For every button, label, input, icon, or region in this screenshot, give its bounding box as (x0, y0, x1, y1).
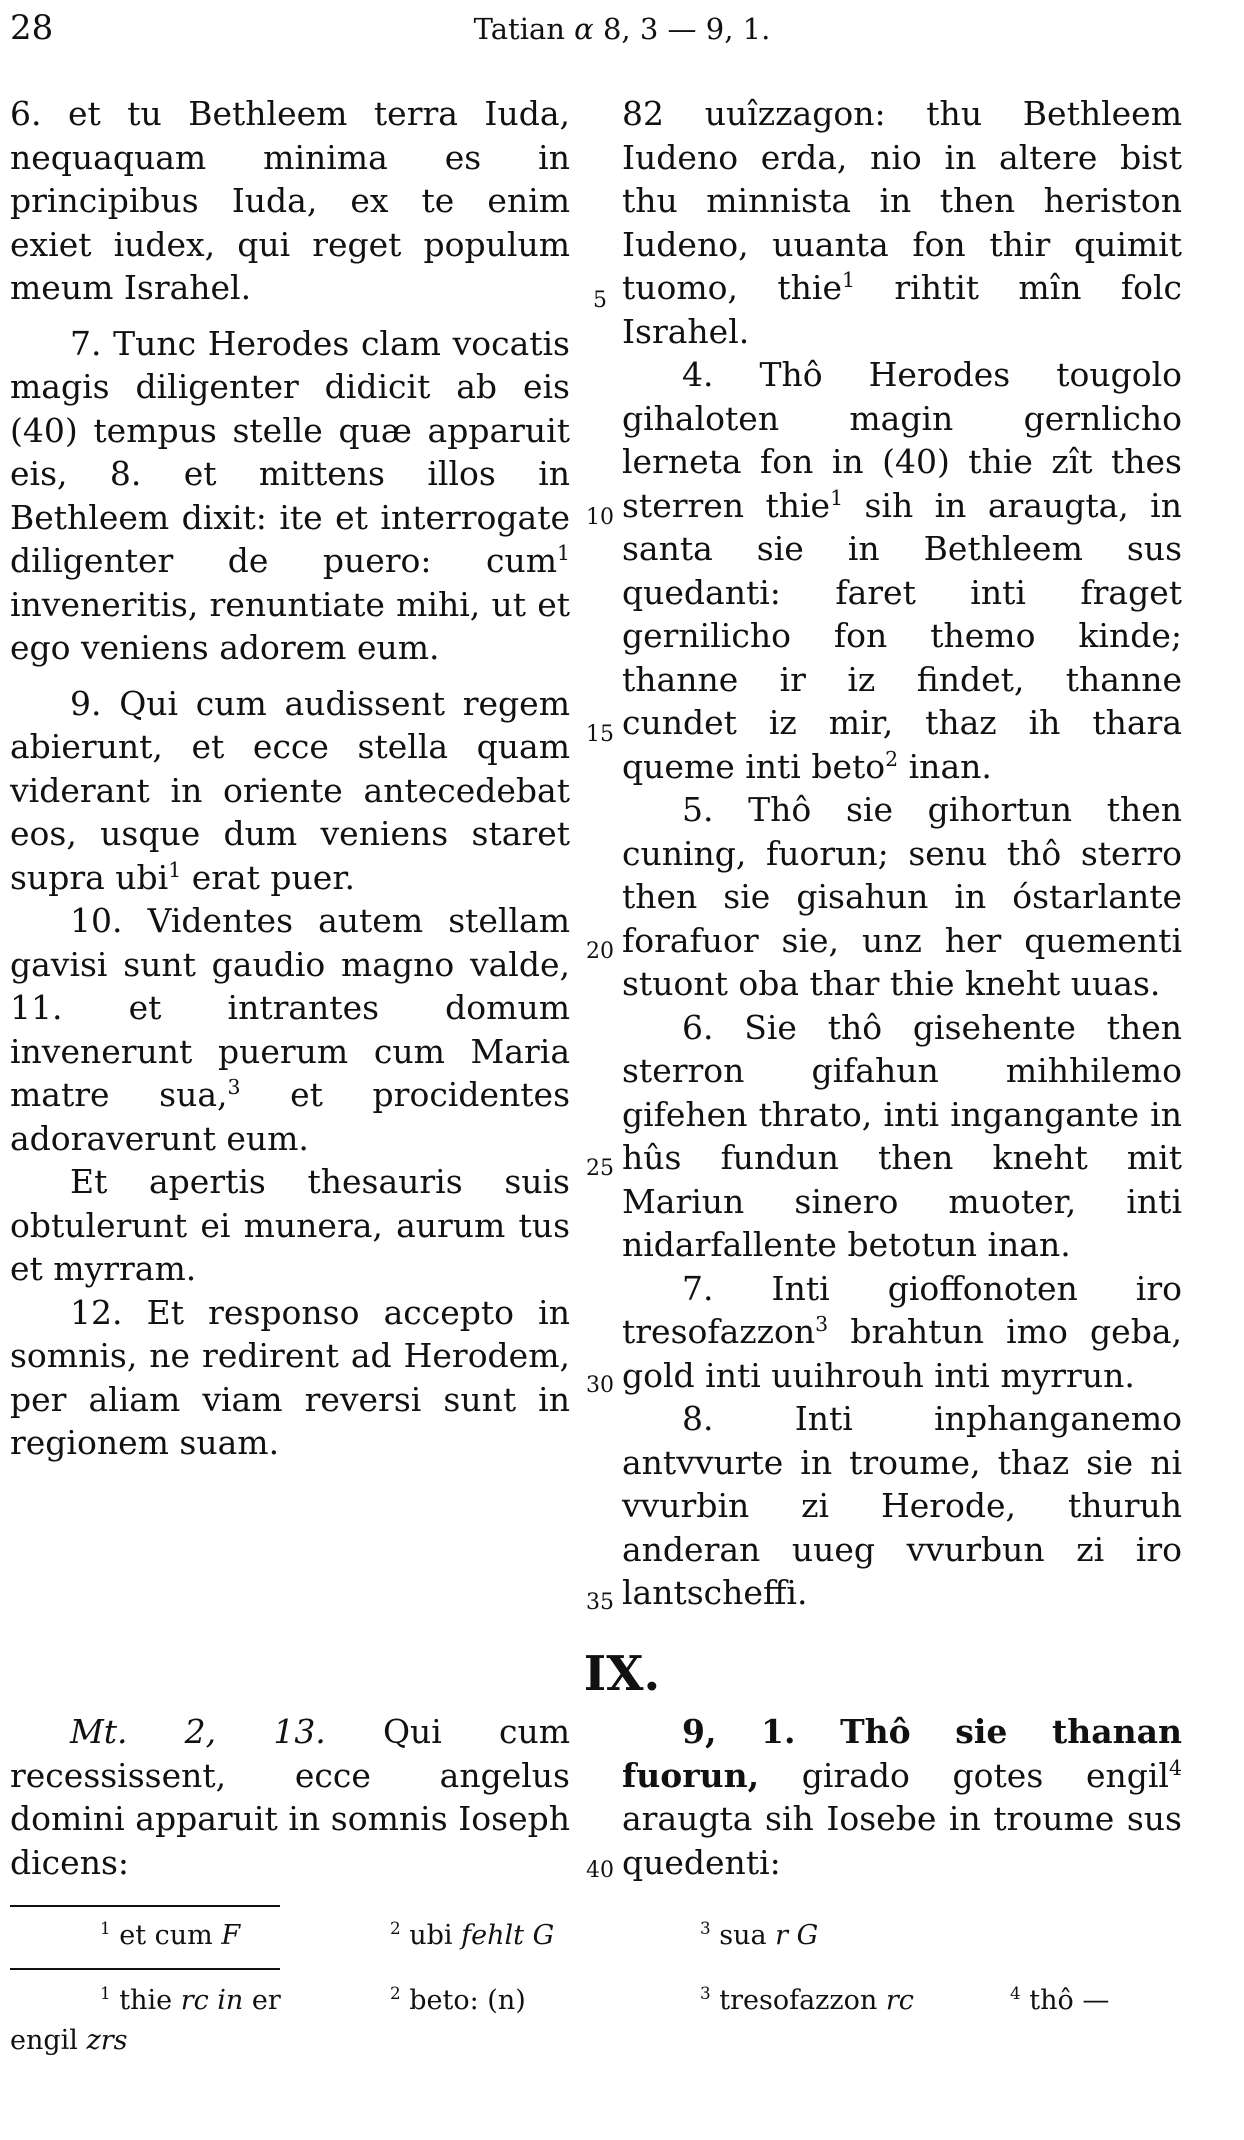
footnote-text: thie (110, 1985, 181, 2016)
running-head-pre: Tatian (473, 12, 575, 46)
latin-verse-11-matre: matre sua, (10, 1075, 228, 1114)
ohg-verse-4-text: 4. Thô Herodes tougolo gihaloten magin gernlicho lerneta fon in (40) thie zît thes sterren thie (622, 355, 1182, 525)
ohg-verse-3-text: 82 uuîzzagon: thu Bethleem Iudeno erda, nio in altere bist thu minnista in then heriston Iudeno, uuanta fon thir quimit tuomo, thie (622, 94, 1182, 307)
footnote-sigil: rc in (180, 1985, 244, 2016)
ohg-verse-4-end: inan. (898, 746, 992, 786)
latin-verse-10-11 (10, 899, 570, 1160)
running-head-post: 8, 3 — 9, 1. (593, 12, 771, 46)
footnote-marker: 3 (227, 1075, 241, 1099)
latin-chapter-9-verse-1 (10, 1710, 570, 1884)
footnote-latin-2 (390, 1920, 554, 1951)
latin-verse-9-text: 9. Qui cum audissent regem abierunt, et ecce stella quam viderant in oriente antecedebat eos, usque dum veniens staret supra ubi (10, 683, 570, 897)
footnote-text: et cum (110, 1920, 222, 1951)
latin-verse-7-8 (10, 322, 570, 670)
footnote-text-after: er (243, 1985, 281, 2016)
line-number-15: 15 (586, 722, 614, 747)
latin-verse-11b: Et apertis thesauris suis obtulerunt ei munera, aurum tus et myrram. (10, 1162, 570, 1288)
footnote-marker: 1 (557, 541, 571, 565)
line-number-40: 40 (586, 1858, 614, 1883)
footnote-sigil: fehlt G (461, 1920, 555, 1951)
ohg-verse-5: 5. Thô sie gihortun then cuning, fuorun; senu thô sterro then sie gisahun in óstarlante forafuor sie, unz her quementi stuont oba thar thie kneht uuas. (622, 790, 1182, 1003)
chapter-heading: IX. (583, 1646, 661, 1702)
ohg-verse-7-end: brahtun imo geba, gold inti uuihrouh inti myrrun. (622, 1312, 1182, 1395)
running-head-alpha: α (574, 12, 594, 46)
footnote-number: 3 (700, 1983, 711, 2003)
footnote-text: beto: (n) (400, 1985, 526, 2016)
footnote-ohg-1 (100, 1985, 281, 2016)
footnote-number: 1 (100, 1918, 111, 1938)
latin-verse-6: 6. et tu Bethleem terra Iuda, nequaquam minima es in principibus Iuda, ex te enim exiet iudex, qui reget populum meum Israhel. (10, 94, 570, 307)
footnote-ohg-2 (390, 1985, 526, 2016)
footnote-ohg-3 (700, 1985, 914, 2016)
ohg-verse-3 (622, 92, 1182, 353)
footnote-marker: 1 (168, 857, 182, 882)
footnote-marker: 4 (1168, 1755, 1182, 1780)
footnote-number: 2 (390, 1918, 401, 1938)
footnote-latin-1 (100, 1920, 240, 1951)
ohg-chapter-9-verse-1 (622, 1710, 1182, 1884)
ohg-verse-3-end: rihtit mîn folc Israhel. (622, 268, 1182, 351)
footnote-sigil: rc (885, 1985, 914, 2016)
latin-verse-8-rest: inveneritis, renuntiate mihi, ut et ego veniens adorem eum. (10, 584, 570, 667)
footnote-marker: 1 (830, 485, 844, 510)
line-number-25: 25 (586, 1156, 614, 1181)
ohg-verse-8: 8. Inti inphanganemo antvvurte in troume, thaz sie ni vvurbin zi Herode, thuruh anderan uueg vvurbun zi iro lantscheffi. (622, 1399, 1182, 1612)
latin-verse-9-end: erat puer. (181, 857, 355, 897)
running-head (0, 12, 1244, 46)
line-number-35: 35 (586, 1590, 614, 1615)
line-number-30: 30 (586, 1373, 614, 1398)
footnote-number: 4 (1010, 1983, 1021, 2003)
footnote-rule-ohg (10, 1968, 280, 1970)
latin-column-8 (10, 92, 570, 1465)
footnote-sigil: zrs (86, 2025, 128, 2056)
ohg-verse-4-mid: sih in araugta, in santa sie in Bethleem sus quedanti: faret inti fraget gernilicho fon themo kinde; thanne ir iz findet, thanne cundet iz mir, thaz ih thara queme inti beto (622, 485, 1182, 786)
latin-chapter-9-text: Qui cum recessissent, ecce angelus domini apparuit in somnis Ioseph dicens: (10, 1712, 570, 1882)
ohg-chapter-9-text: girado gotes engil (759, 1755, 1169, 1795)
ohg-verse-6: 6. Sie thô gisehente then sterron gifahun mihhilemo gifehen thrato, inti ingangante in hûs fundun then kneht mit Mariun sinero muoter, inti nidarfallente betotun inan. (622, 1007, 1182, 1264)
line-number-20: 20 (586, 939, 614, 964)
footnote-number: 2 (390, 1983, 401, 2003)
line-number-5: 5 (593, 288, 607, 313)
ohg-section-number: 9, 1. (682, 1712, 796, 1751)
footnote-ohg-4-continuation (10, 2025, 128, 2056)
ohg-verse-4 (622, 353, 1182, 788)
latin-verse-11-rest: et procidentes adoraverunt eum. (10, 1075, 570, 1158)
footnote-text: tresofazzon (710, 1985, 886, 2016)
ohg-column-8 (622, 92, 1182, 1615)
footnote-marker: 3 (815, 1312, 829, 1336)
ohg-chapter-9-bold: Thô sie thanan fuorun, (622, 1712, 1183, 1795)
footnote-ohg-4 (1010, 1985, 1109, 2016)
footnote-marker: 2 (885, 746, 899, 771)
latin-verse-12: 12. Et responso accepto in somnis, ne redirent ad Herodem, per aliam viam reversi sunt in regionem suam. (10, 1292, 570, 1462)
latin-verse-9 (10, 682, 570, 900)
page-number: 28 (10, 8, 54, 48)
footnote-text: thô — (1020, 1985, 1110, 2016)
latin-verse-7-text: 7. Tunc Herodes clam vocatis magis diligenter didicit ab eis (40) tempus stelle quæ apparuit eis, 8. et mittens illos in Bethleem dixit: ite et interrogate diligenter de puero: (10, 323, 570, 580)
footnote-latin-3 (700, 1920, 818, 1951)
ohg-verse-7 (622, 1267, 1182, 1398)
ohg-verse-7-text: 7. Inti gioffonoten iro tresofazzon (622, 1268, 1182, 1351)
footnote-number: 3 (700, 1918, 711, 1938)
line-number-10: 10 (586, 505, 614, 530)
ohg-column-9 (622, 1710, 1182, 1884)
footnote-text: engil (10, 2025, 87, 2056)
bible-reference: Mt. 2, 13. (70, 1712, 326, 1751)
latin-verse-10-text: 10. Videntes autem stellam gavisi sunt gaudio magno valde, 11. et intrantes domum invenerunt puerum cum Maria (10, 901, 570, 1071)
footnote-sigil: r G (775, 1920, 819, 1951)
latin-column-9 (10, 1710, 570, 1884)
footnote-marker: 1 (842, 268, 856, 292)
footnote-text: sua (710, 1920, 776, 1951)
ohg-chapter-9-end: araugta sih Iosebe in troume sus quedenti: (622, 1799, 1182, 1882)
latin-verse-8-cum: cum (485, 541, 557, 580)
footnote-rule-latin (10, 1905, 280, 1907)
footnote-text: ubi (400, 1920, 462, 1951)
footnote-sigil: F (221, 1920, 241, 1951)
footnote-number: 1 (100, 1983, 111, 2003)
